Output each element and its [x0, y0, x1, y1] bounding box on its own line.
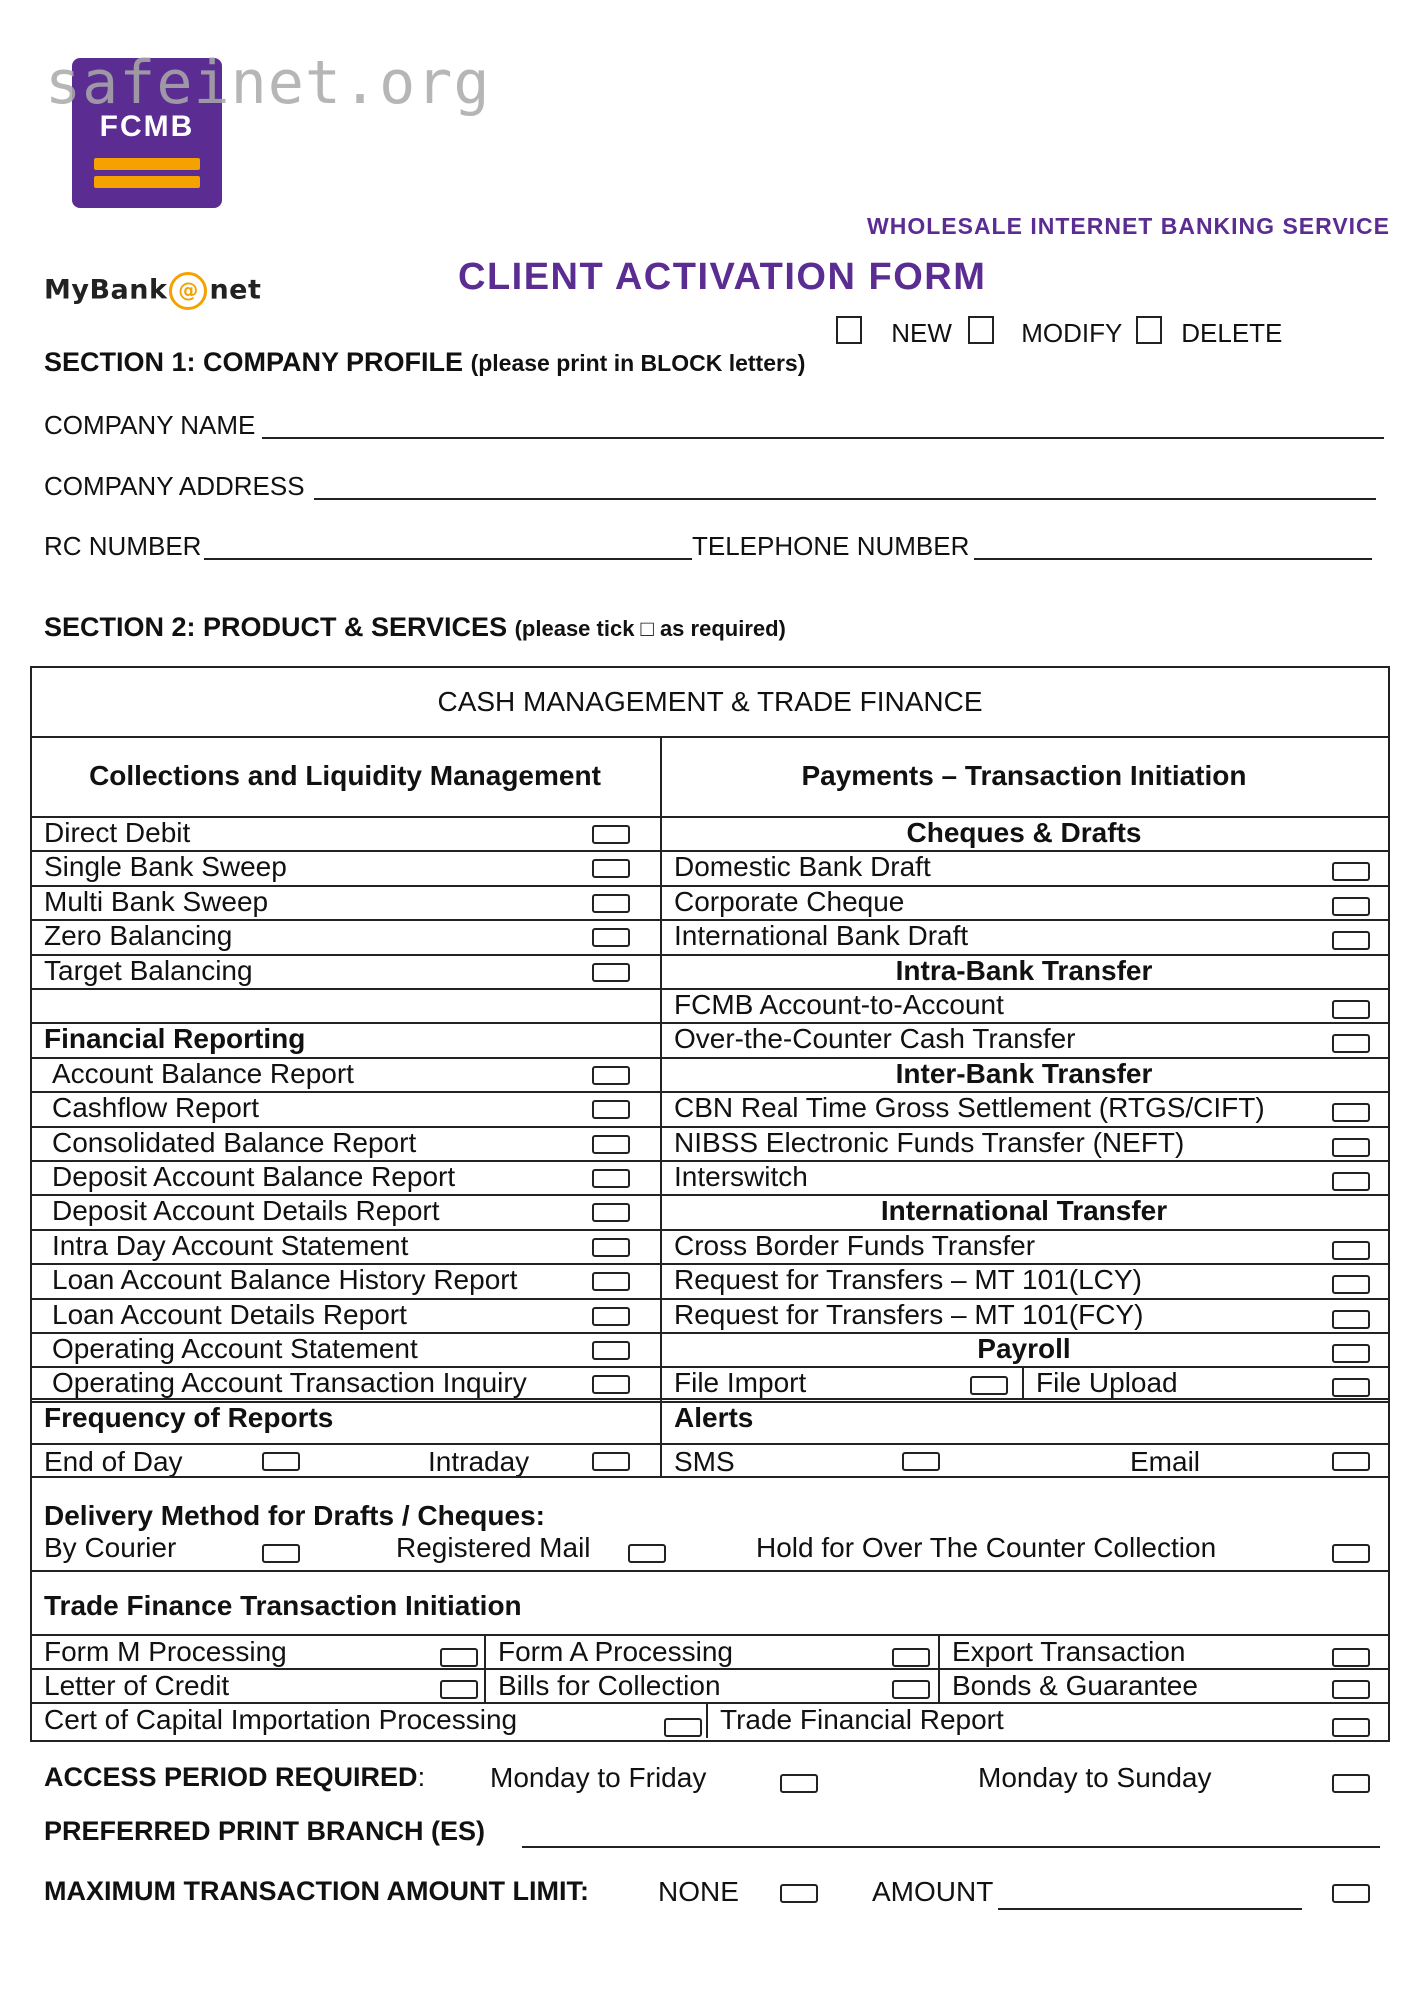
left-row-label: Operating Account Statement — [52, 1333, 418, 1364]
mybank-left: MyBank — [44, 274, 168, 306]
bonds-label: Bonds & Guarantee — [952, 1670, 1198, 1701]
mode-modify[interactable] — [968, 316, 1122, 351]
right-row-checkbox[interactable] — [1332, 1241, 1370, 1260]
left-row-checkbox[interactable] — [592, 1307, 630, 1326]
left-row-checkbox[interactable] — [592, 1375, 630, 1394]
right-row-label: International Transfer — [880, 1195, 1168, 1226]
mon-sun-checkbox[interactable] — [1332, 1774, 1370, 1793]
right-row-label: Domestic Bank Draft — [674, 851, 931, 882]
left-row-label: Intra Day Account Statement — [52, 1230, 409, 1261]
company-address-field[interactable] — [314, 498, 1376, 500]
left-row-checkbox[interactable] — [592, 963, 630, 982]
divider — [30, 1476, 1388, 1478]
right-row-label: Intra-Bank Transfer — [895, 955, 1153, 986]
left-row-checkbox[interactable] — [592, 1135, 630, 1154]
telephone-field[interactable] — [974, 558, 1372, 560]
right-row-checkbox[interactable] — [1332, 1034, 1370, 1053]
right-row-checkbox[interactable] — [1332, 1275, 1370, 1294]
email-label: Email — [1130, 1446, 1201, 1477]
branch-label: PREFERRED PRINT BRANCH (ES) — [44, 1816, 486, 1846]
company-name-label: COMPANY NAME — [44, 410, 256, 440]
sms-checkbox[interactable] — [902, 1452, 940, 1471]
right-row-checkbox[interactable] — [1332, 1138, 1370, 1157]
table-title: CASH MANAGEMENT & TRADE FINANCE — [437, 686, 983, 717]
mybank-net-logo — [44, 272, 261, 310]
export-checkbox[interactable] — [1332, 1648, 1370, 1667]
file-import-checkbox[interactable] — [970, 1376, 1008, 1395]
hold-counter-label: Hold for Over The Counter Collection — [756, 1532, 1217, 1563]
divider — [30, 1570, 1388, 1572]
right-row-checkbox[interactable] — [1332, 1310, 1370, 1329]
registered-mail-checkbox[interactable] — [628, 1544, 666, 1563]
intraday-checkbox[interactable] — [592, 1452, 630, 1471]
modify-checkbox[interactable] — [968, 316, 994, 344]
mon-fri-checkbox[interactable] — [780, 1774, 818, 1793]
left-row-checkbox[interactable] — [592, 1100, 630, 1119]
by-courier-label: By Courier — [44, 1532, 177, 1563]
left-row-label: Consolidated Balance Report — [52, 1127, 417, 1158]
right-row-checkbox[interactable] — [1332, 1172, 1370, 1191]
by-courier-checkbox[interactable] — [262, 1544, 300, 1563]
sms-label: SMS — [674, 1446, 735, 1477]
right-row-label: Payroll — [977, 1333, 1071, 1364]
max-limit-label: MAXIMUM TRANSACTION AMOUNT LIMIT: — [44, 1876, 589, 1906]
section2-heading — [44, 612, 786, 643]
column-divider — [706, 1702, 708, 1738]
intraday-label: Intraday — [428, 1446, 530, 1477]
frequency-heading: Frequency of Reports — [44, 1402, 334, 1433]
section1-title: SECTION 1: COMPANY PROFILE — [44, 347, 464, 377]
left-row-label: Loan Account Balance History Report — [52, 1264, 518, 1295]
mybank-right: net — [209, 274, 262, 306]
column-divider — [484, 1668, 486, 1702]
left-row-checkbox[interactable] — [592, 1203, 630, 1222]
right-row-label: CBN Real Time Gross Settlement (RTGS/CIFT) — [674, 1092, 1265, 1123]
left-row-label: Target Balancing — [44, 955, 253, 986]
mon-fri-label: Monday to Friday — [490, 1762, 707, 1793]
left-row-label: Multi Bank Sweep — [44, 886, 269, 917]
right-row-label: NIBSS Electronic Funds Transfer (NEFT) — [674, 1127, 1185, 1158]
right-row-checkbox[interactable] — [1332, 1344, 1370, 1363]
mon-sun-label: Monday to Sunday — [978, 1762, 1212, 1793]
rc-number-label: RC NUMBER — [44, 531, 202, 561]
trade-heading: Trade Finance Transaction Initiation — [44, 1590, 522, 1621]
bills-checkbox[interactable] — [892, 1680, 930, 1699]
left-row-checkbox[interactable] — [592, 928, 630, 947]
divider — [30, 736, 1388, 738]
left-row-checkbox[interactable] — [592, 1066, 630, 1085]
telephone-label: TELEPHONE NUMBER — [692, 531, 970, 561]
right-row-label: Request for Transfers – MT 101(FCY) — [674, 1299, 1144, 1330]
left-row-label: Financial Reporting — [44, 1023, 306, 1054]
none-label: NONE — [658, 1876, 739, 1907]
logo-bar-top — [94, 158, 200, 170]
right-row-label: FCMB Account-to-Account — [674, 989, 1004, 1020]
right-row-label: Inter-Bank Transfer — [895, 1058, 1153, 1089]
form-a-checkbox[interactable] — [892, 1648, 930, 1667]
amount-label: AMOUNT — [872, 1876, 994, 1907]
end-of-day-checkbox[interactable] — [262, 1452, 300, 1471]
hold-counter-checkbox[interactable] — [1332, 1544, 1370, 1563]
amount-checkbox[interactable] — [1332, 1884, 1370, 1903]
right-row-label: Over-the-Counter Cash Transfer — [674, 1023, 1076, 1054]
cert-label: Cert of Capital Importation Processing — [44, 1704, 518, 1735]
cert-checkbox[interactable] — [664, 1718, 702, 1737]
file-upload-checkbox[interactable] — [1332, 1378, 1370, 1397]
left-row-label: Deposit Account Balance Report — [52, 1161, 456, 1192]
right-row-label: International Bank Draft — [674, 920, 969, 951]
divider — [30, 1398, 1388, 1400]
at-icon: @ — [169, 272, 207, 310]
column-divider — [1022, 1366, 1024, 1400]
trade-report-checkbox[interactable] — [1332, 1718, 1370, 1737]
right-row-checkbox[interactable] — [1332, 1103, 1370, 1122]
left-row-label: Account Balance Report — [52, 1058, 354, 1089]
file-upload-label: File Upload — [1036, 1367, 1178, 1398]
left-row-checkbox[interactable] — [592, 859, 630, 878]
left-row-label: Operating Account Transaction Inquiry — [52, 1367, 527, 1398]
service-title: WHOLESALE INTERNET BANKING SERVICE — [867, 213, 1390, 239]
modify-label: MODIFY — [1021, 318, 1123, 348]
access-period-heading — [44, 1762, 425, 1793]
bonds-checkbox[interactable] — [1332, 1680, 1370, 1699]
left-row-label: Deposit Account Details Report — [52, 1195, 440, 1226]
left-row-label: Cashflow Report — [52, 1092, 259, 1123]
end-of-day-label: End of Day — [44, 1446, 183, 1477]
right-row-label: Request for Transfers – MT 101(LCY) — [674, 1264, 1142, 1295]
loc-checkbox[interactable] — [440, 1680, 478, 1699]
divider — [30, 1443, 1388, 1445]
bills-label: Bills for Collection — [498, 1670, 721, 1701]
right-row-label: Interswitch — [674, 1161, 808, 1192]
right-column-header: Payments – Transaction Initiation — [801, 760, 1247, 791]
amount-field[interactable] — [998, 1908, 1302, 1910]
file-import-label: File Import — [674, 1367, 807, 1398]
form-a-label: Form A Processing — [498, 1636, 733, 1667]
watermark: safeinet.org — [45, 48, 491, 118]
mode-new[interactable] — [836, 316, 952, 351]
company-address-label: COMPANY ADDRESS — [44, 471, 305, 501]
left-row-checkbox[interactable] — [592, 894, 630, 913]
trade-report-label: Trade Financial Report — [720, 1704, 1004, 1735]
delete-label: DELETE — [1181, 318, 1283, 348]
right-row-label: Cheques & Drafts — [906, 817, 1142, 848]
logo-text: FCMB — [99, 110, 195, 143]
left-row-checkbox[interactable] — [592, 1341, 630, 1360]
left-column-header: Collections and Liquidity Management — [89, 760, 601, 791]
section1-heading — [44, 347, 805, 378]
rc-number-field[interactable] — [204, 558, 692, 560]
left-row-label: Single Bank Sweep — [44, 851, 287, 882]
left-row-checkbox[interactable] — [592, 1169, 630, 1188]
alerts-heading: Alerts — [674, 1402, 754, 1433]
left-row-label: Loan Account Details Report — [52, 1299, 407, 1330]
export-label: Export Transaction — [952, 1636, 1186, 1667]
logo-bar-bottom — [94, 176, 200, 188]
section2-title: SECTION 2: PRODUCT & SERVICES — [44, 612, 508, 642]
none-checkbox[interactable] — [780, 1884, 818, 1903]
registered-mail-label: Registered Mail — [396, 1532, 591, 1563]
right-row-checkbox[interactable] — [1332, 862, 1370, 881]
right-row-checkbox[interactable] — [1332, 897, 1370, 916]
new-checkbox[interactable] — [836, 316, 862, 344]
delivery-heading: Delivery Method for Drafts / Cheques: — [44, 1500, 545, 1531]
section2-note: (please tick □ as required) — [514, 616, 786, 641]
left-row-checkbox[interactable] — [592, 1272, 630, 1291]
form-title: CLIENT ACTIVATION FORM — [458, 256, 987, 298]
left-row-label: Zero Balancing — [44, 920, 233, 951]
right-row-checkbox[interactable] — [1332, 1000, 1370, 1019]
mode-delete[interactable] — [1136, 316, 1282, 351]
column-divider — [484, 1634, 486, 1668]
branch-field[interactable] — [522, 1846, 1380, 1848]
right-row-checkbox[interactable] — [1332, 931, 1370, 950]
form-m-label: Form M Processing — [44, 1636, 287, 1667]
access-colon: : — [417, 1762, 426, 1792]
new-label: NEW — [891, 318, 952, 348]
delete-checkbox[interactable] — [1136, 316, 1162, 344]
company-name-field[interactable] — [262, 437, 1384, 439]
right-row-label: Cross Border Funds Transfer — [674, 1230, 1036, 1261]
section1-note: (please print in BLOCK letters) — [470, 350, 806, 376]
form-m-checkbox[interactable] — [440, 1648, 478, 1667]
email-checkbox[interactable] — [1332, 1452, 1370, 1471]
loc-label: Letter of Credit — [44, 1670, 230, 1701]
left-row-checkbox[interactable] — [592, 1238, 630, 1257]
left-row-label: Direct Debit — [44, 817, 191, 848]
right-row-label: Corporate Cheque — [674, 886, 905, 917]
access-period-title: ACCESS PERIOD REQUIRED — [44, 1762, 418, 1792]
left-row-checkbox[interactable] — [592, 825, 630, 844]
